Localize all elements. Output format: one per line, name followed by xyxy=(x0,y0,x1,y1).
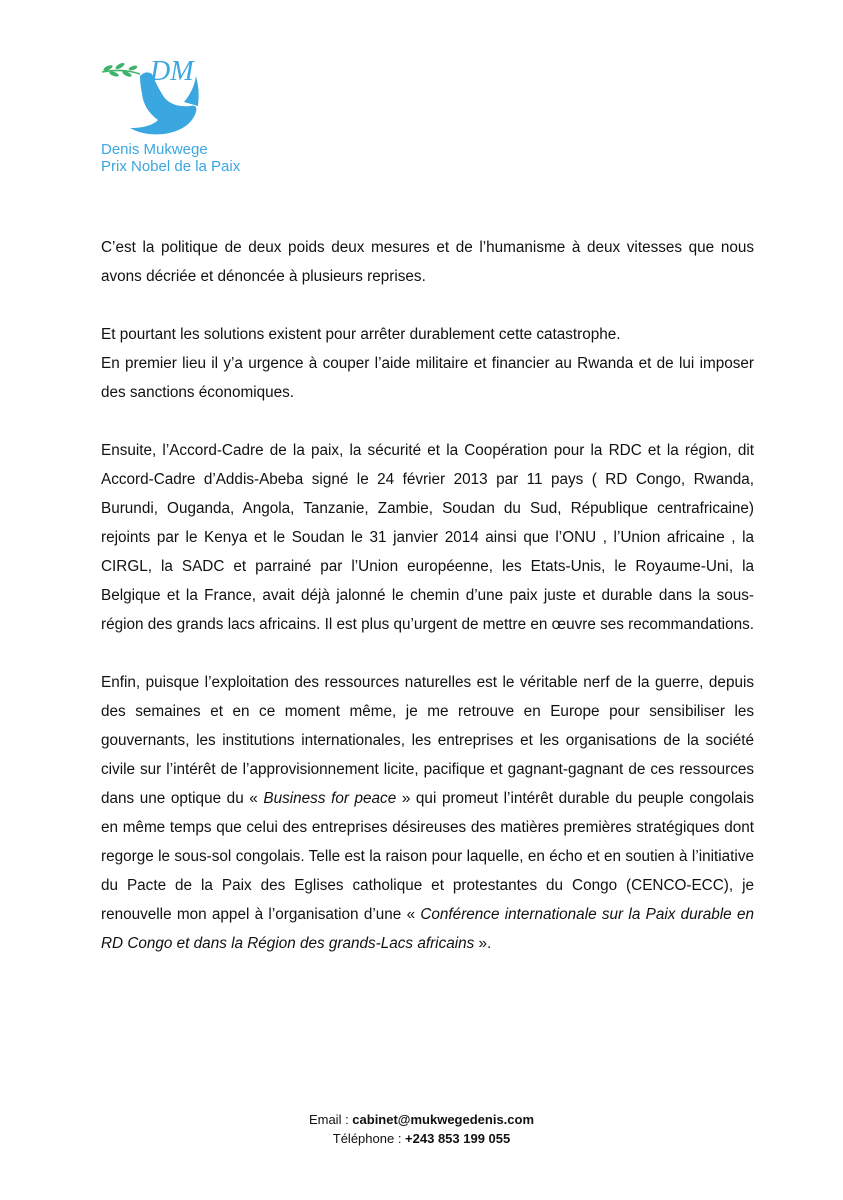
paragraph-1: C’est la politique de deux poids deux mesures et de l’humanisme à deux vitesses que nous avons décriée et dénoncée à plusieurs reprises. xyxy=(101,239,754,285)
paragraph-4-part3: ». xyxy=(474,935,492,952)
conference-title-italic: Conférence internationale sur la Paix durable en RD Congo et dans la Région des grands-Lacs africains xyxy=(101,906,754,952)
footer-email-line xyxy=(0,1110,843,1129)
footer-phone-line xyxy=(0,1129,843,1148)
paragraph-4-part2: » qui promeut l’intérêt durable du peuple congolais en même temps que celui des entreprises désireuses des matières premières stratégiques dont regorge le sous-sol congolais. Telle est la raison pour laquelle, en écho et en soutien à l’initiative du Pacte de la Paix des Eglises catholique et protestantes du Congo (CENCO-ECC), je renouvelle mon appel à l’organisation d’une « xyxy=(101,790,754,923)
org-name: Denis Mukwege xyxy=(101,141,208,158)
footer-contact xyxy=(0,1110,843,1148)
paragraph-2a: Et pourtant les solutions existent pour arrêter durablement cette catastrophe. xyxy=(101,326,621,343)
email-link[interactable]: cabinet@mukwegedenis.com xyxy=(352,1112,535,1127)
paragraph-2b: En premier lieu il y’a urgence à couper l’aide militaire et financier au Rwanda et de lui imposer des sanctions économiques. xyxy=(101,355,754,401)
phone-label: Téléphone : xyxy=(332,1131,406,1146)
paragraph-4-part1: Enfin, puisque l’exploitation des ressources naturelles est le véritable nerf de la guerre, depuis des semaines et en ce moment même, je me retrouve en Europe pour sensibiliser les gouvernants, les institutions internationales, les entreprises et les organisations de la société civile sur l’intérêt de l’approvisionnement licite, pacifique et gagnant-gagnant de ces ressources dans une optique du « xyxy=(101,674,754,807)
letter-body xyxy=(101,233,754,958)
dove-logo xyxy=(100,50,210,142)
paragraph-4 xyxy=(101,668,754,958)
email-label: Email : xyxy=(308,1112,353,1127)
org-title: Prix Nobel de la Paix xyxy=(101,158,241,175)
olive-branch-icon xyxy=(102,62,140,78)
paragraph-3: Ensuite, l’Accord-Cadre de la paix, la sécurité et la Coopération pour la RDC et la région, dit Accord-Cadre d’Addis-Abeba signé le 24 février 2013 par 11 pays ( RD Congo, Rwanda, Burundi, Ouganda, Angola, Tanzanie, Zambie, Soudan du Sud, République centrafricaine) rejoints par le Kenya et le Soudan le 31 janvier 2014 ainsi que l’ONU , l’Union africaine , la CIRGL, la SADC et parrainé par l’Union européenne, les Etats-Unis, le Royaume-Uni, la Belgique et la France, avait déjà jalonné le chemin d’une paix juste et durable dans la sous-région des grands lacs africains. Il est plus qu’urgent de mettre en œuvre ses recommandations. xyxy=(101,442,754,633)
organization-header xyxy=(101,141,240,175)
logo-letters: DM xyxy=(150,56,194,87)
phone-number: +243 853 199 055 xyxy=(405,1131,511,1146)
business-for-peace-italic: Business for peace xyxy=(263,790,397,807)
